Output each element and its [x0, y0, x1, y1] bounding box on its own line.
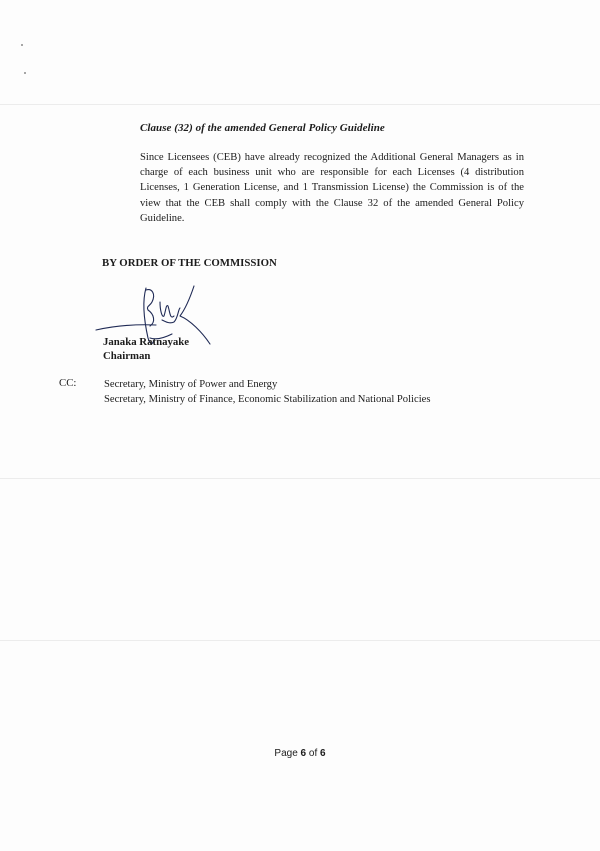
cc-label: CC: — [59, 377, 77, 389]
scan-speck — [24, 72, 26, 74]
body-paragraph: Since Licensees (CEB) have already recognized the Additional General Managers as in charge of each business unit who are responsible for each Licenses (4 distribution Licenses, 1 Generation License, and 1 Transmission License) the Commission is of the view that the CEB shall comply with the Clause 32 of the amended General Policy Guideline. — [140, 152, 524, 224]
scan-line — [0, 104, 600, 105]
scan-speck — [21, 44, 23, 46]
cc-recipient: Secretary, Ministry of Finance, Economic Stabilization and National Policies — [104, 394, 431, 406]
page-separator: of — [308, 748, 318, 759]
page-prefix: Page — [274, 748, 298, 759]
scan-line — [0, 478, 600, 479]
order-line: BY ORDER OF THE COMMISSION — [102, 257, 277, 269]
signatory-name: Janaka Ratnayake — [103, 336, 190, 348]
signatory-title: Chairman — [103, 350, 151, 362]
cc-recipient-list — [104, 377, 430, 407]
scan-line — [0, 640, 600, 641]
page-number-footer — [0, 748, 600, 759]
cc-recipient: Secretary, Ministry of Power and Energy — [104, 379, 278, 390]
page-total: 6 — [320, 748, 326, 759]
handwritten-signature — [94, 280, 224, 360]
page-current: 6 — [300, 748, 307, 759]
section-heading: Clause (32) of the amended General Policy Guideline — [140, 122, 385, 134]
